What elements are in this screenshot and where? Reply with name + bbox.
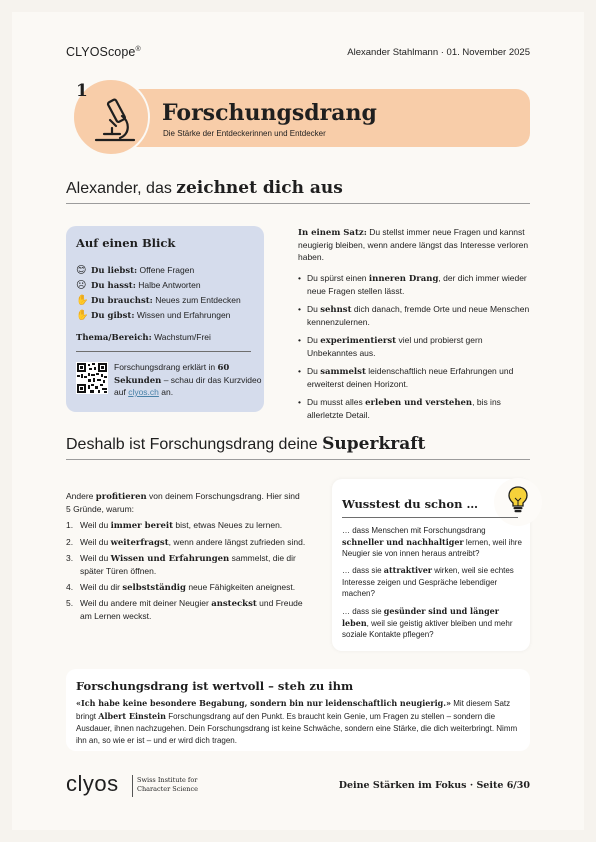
list-item: • Du sehnst dich danach, fremde Orte und neue Menschen kennenzulernen. xyxy=(298,303,530,328)
video-hint: Forschungsdrang erklärt in 60 Sekunden – schau dir das Kurzvideo auf clyos.ch an. xyxy=(114,362,262,397)
hand-give-icon: ✋ xyxy=(76,310,89,321)
smiley-icon: 😊 xyxy=(76,265,87,276)
section-heading-superpower: Deshalb ist Forschungsdrang deine Superkraft xyxy=(66,434,426,454)
lightbulb-icon xyxy=(508,486,528,514)
header-meta: Alexander Stahlmann · 01. November 2025 xyxy=(347,47,530,58)
trait-list xyxy=(298,272,530,427)
logo-subtitle: Swiss Institute for Character Science xyxy=(137,776,198,793)
list-item: • Du musst alles erleben und verstehen, bis ins allerletzte Detail. xyxy=(298,396,530,421)
at-a-glance-title: Auf einen Blick xyxy=(76,236,176,250)
clyos-logo: clyos xyxy=(66,771,119,796)
brand-name: CLYOScope® xyxy=(66,45,141,59)
page-subtitle: Die Stärke der Entdeckerinnen und Entdecker xyxy=(163,129,326,138)
page-title: Forschungsdrang xyxy=(162,100,377,126)
strength-number: 1 xyxy=(76,81,88,101)
divider xyxy=(342,517,518,518)
divider xyxy=(132,775,133,797)
qr-code-icon[interactable] xyxy=(76,362,108,394)
summary-sentence: In einem Satz: Du stellst immer neue Fragen und kannst neugierig bleiben, wenn andere längst das Interesse verloren haben. xyxy=(298,227,529,262)
hand-receive-icon: ✋ xyxy=(76,295,89,306)
divider xyxy=(66,203,530,204)
fact-item: … dass sie attraktiver wirken, weil sie echtes Interesse zeigen und Gespräche lebendiger machen? xyxy=(342,565,514,598)
glance-row-needs: ✋ Du brauchst: Neues zum Entdecken xyxy=(76,295,241,306)
glance-row-loves: 😊 Du liebst: Offene Fragen xyxy=(76,265,195,276)
list-item: 2. Weil du weiterfragst, wenn andere längst zufrieden sind. xyxy=(66,536,306,548)
list-item: • Du sammelst leidenschaftlich neue Erfahrungen und erweiterst deinen Horizont. xyxy=(298,365,530,390)
list-item: • Du spürst einen inneren Drang, der dich immer wieder neue Fragen stellen lässt. xyxy=(298,272,530,297)
divider xyxy=(76,351,251,352)
did-you-know-title: Wusstest du schon … xyxy=(342,497,478,511)
fact-item: … dass Menschen mit Forschungsdrang schneller und nachhaltiger lernen, weil ihre Neugier sie von innen heraus antreibt? xyxy=(342,526,522,558)
divider xyxy=(66,459,530,460)
page-footer: Deine Stärken im Fokus · Seite 6/30 xyxy=(338,780,530,791)
frown-icon: ☹ xyxy=(76,280,87,291)
list-item: 5. Weil du andere mit deiner Neugier ansteckst und Freude am Lernen weckst. xyxy=(66,598,303,621)
list-item: 3. Weil du Wissen und Erfahrungen sammelst, die dir später Türen öffnen. xyxy=(66,553,296,576)
list-item: 1. Weil du immer bereit bist, etwas Neues zu lernen. xyxy=(66,520,283,531)
glance-row-hates: ☹ Du hasst: Halbe Antworten xyxy=(76,280,201,291)
section-heading-distinguishes: Alexander, das zeichnet dich aus xyxy=(66,178,343,198)
list-item: • Du experimentierst viel und probierst gern Unbekanntes aus. xyxy=(298,334,530,359)
quote-text: «Ich habe keine besondere Begabung, sondern bin nur leidenschaftlich neugierig.» Mit diesem Satz bringt Albert Einstein Forschungsdrang auf den Punkt. Es braucht kein Genie, um Fragen zu stellen – sondern die Ausdauer, ihnen nachzugehen. Dein Forschungsdrang ist keine Schwäche, sondern eine Stärke, die dich weiterbringt. Nimm ihn an, so wie er ist – und er wird dich tragen. xyxy=(76,698,518,745)
reasons-intro: Andere profitieren von deinem Forschungsdrang. Hier sind 5 Gründe, warum: xyxy=(66,491,300,514)
reasons-list xyxy=(66,519,306,626)
glance-row-gives: ✋ Du gibst: Wissen und Erfahrungen xyxy=(76,310,231,321)
clyos-link[interactable]: clyos.ch xyxy=(128,387,159,397)
fact-item: … dass sie gesünder sind und länger leben, weil sie geistig aktiver bleiben und mehr soziale Kontakte pflegen? xyxy=(342,606,513,639)
glance-theme: Thema/Bereich: Wachstum/Frei xyxy=(76,332,211,343)
list-item: 4. Weil du dir selbstständig neue Fähigkeiten aneignest. xyxy=(66,581,296,593)
quote-title: Forschungsdrang ist wertvoll – steh zu ihm xyxy=(76,679,354,693)
microscope-icon xyxy=(90,98,140,144)
